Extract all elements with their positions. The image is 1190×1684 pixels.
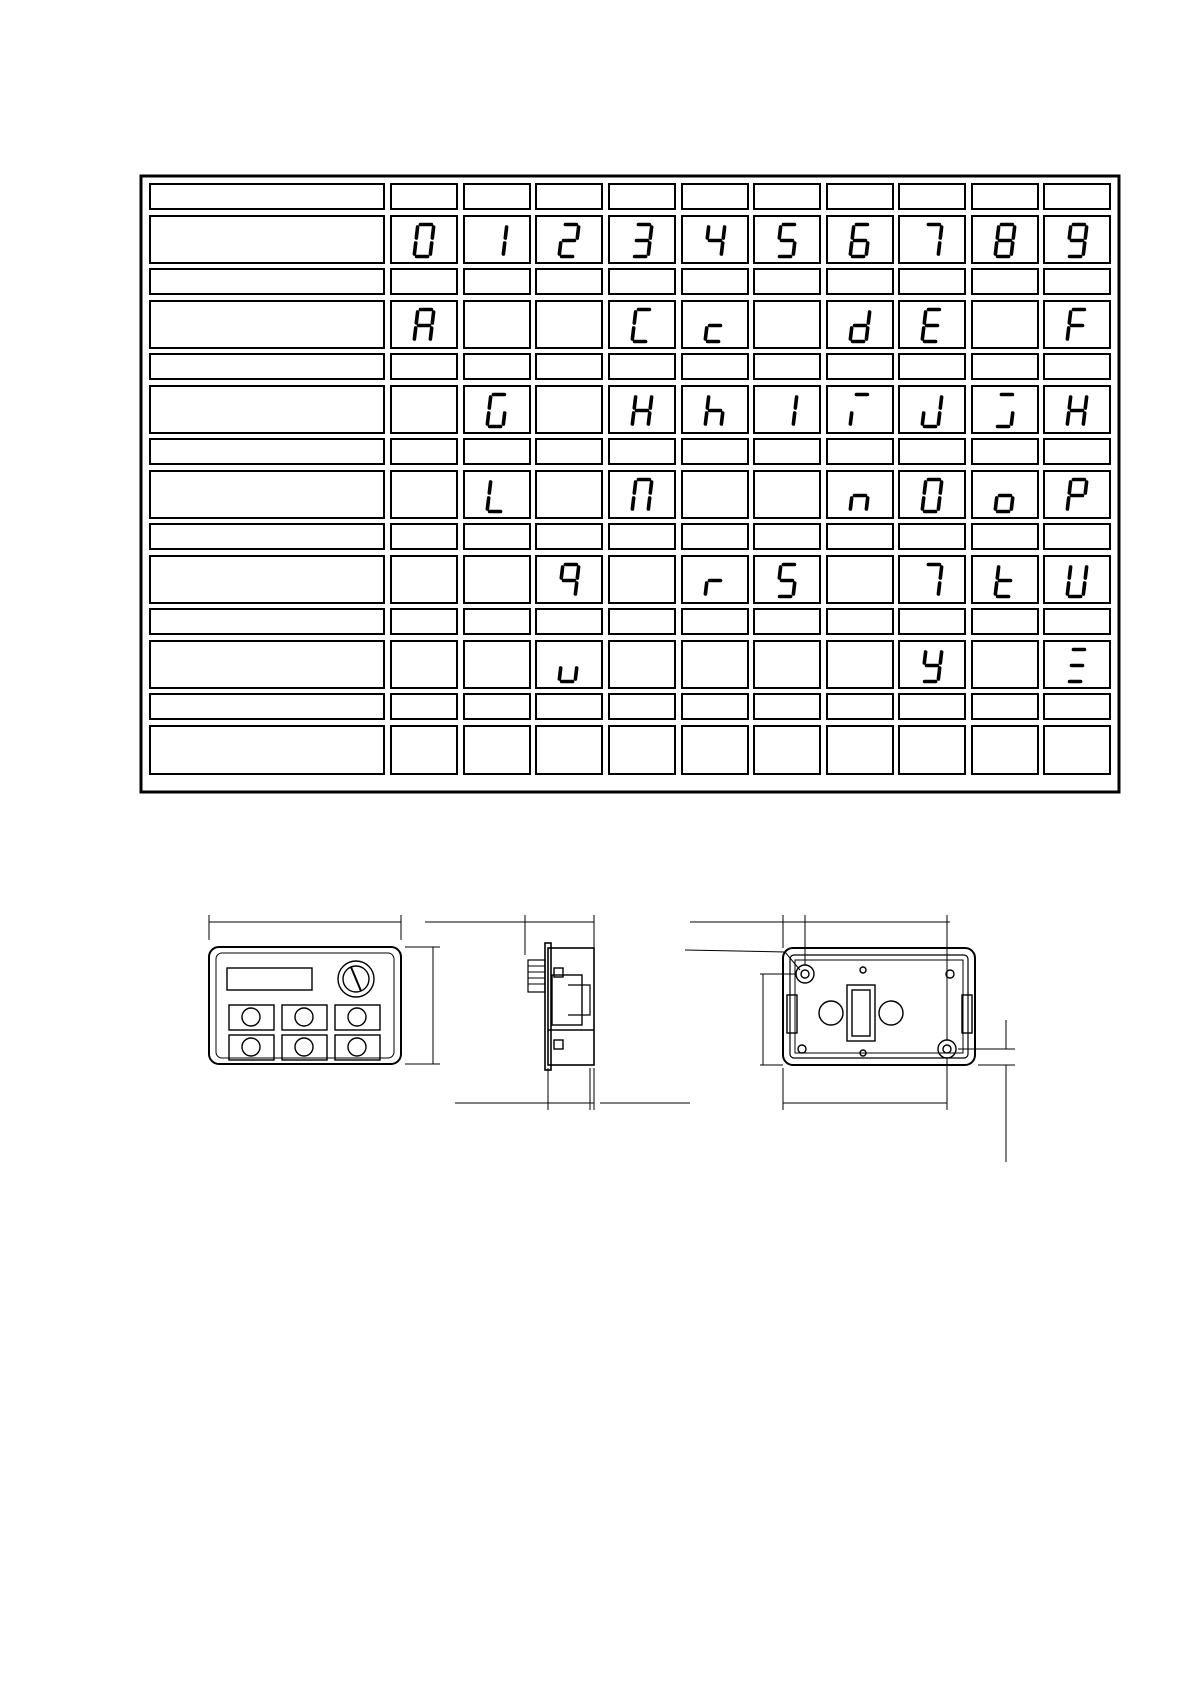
keypad-front-view bbox=[209, 915, 440, 1064]
lcd-display-window bbox=[227, 968, 312, 990]
keypad-side-view bbox=[425, 915, 690, 1110]
mounting-hole-icon bbox=[938, 1040, 956, 1058]
keypad-rear-view bbox=[685, 915, 1015, 1162]
connector-header bbox=[847, 985, 875, 1041]
